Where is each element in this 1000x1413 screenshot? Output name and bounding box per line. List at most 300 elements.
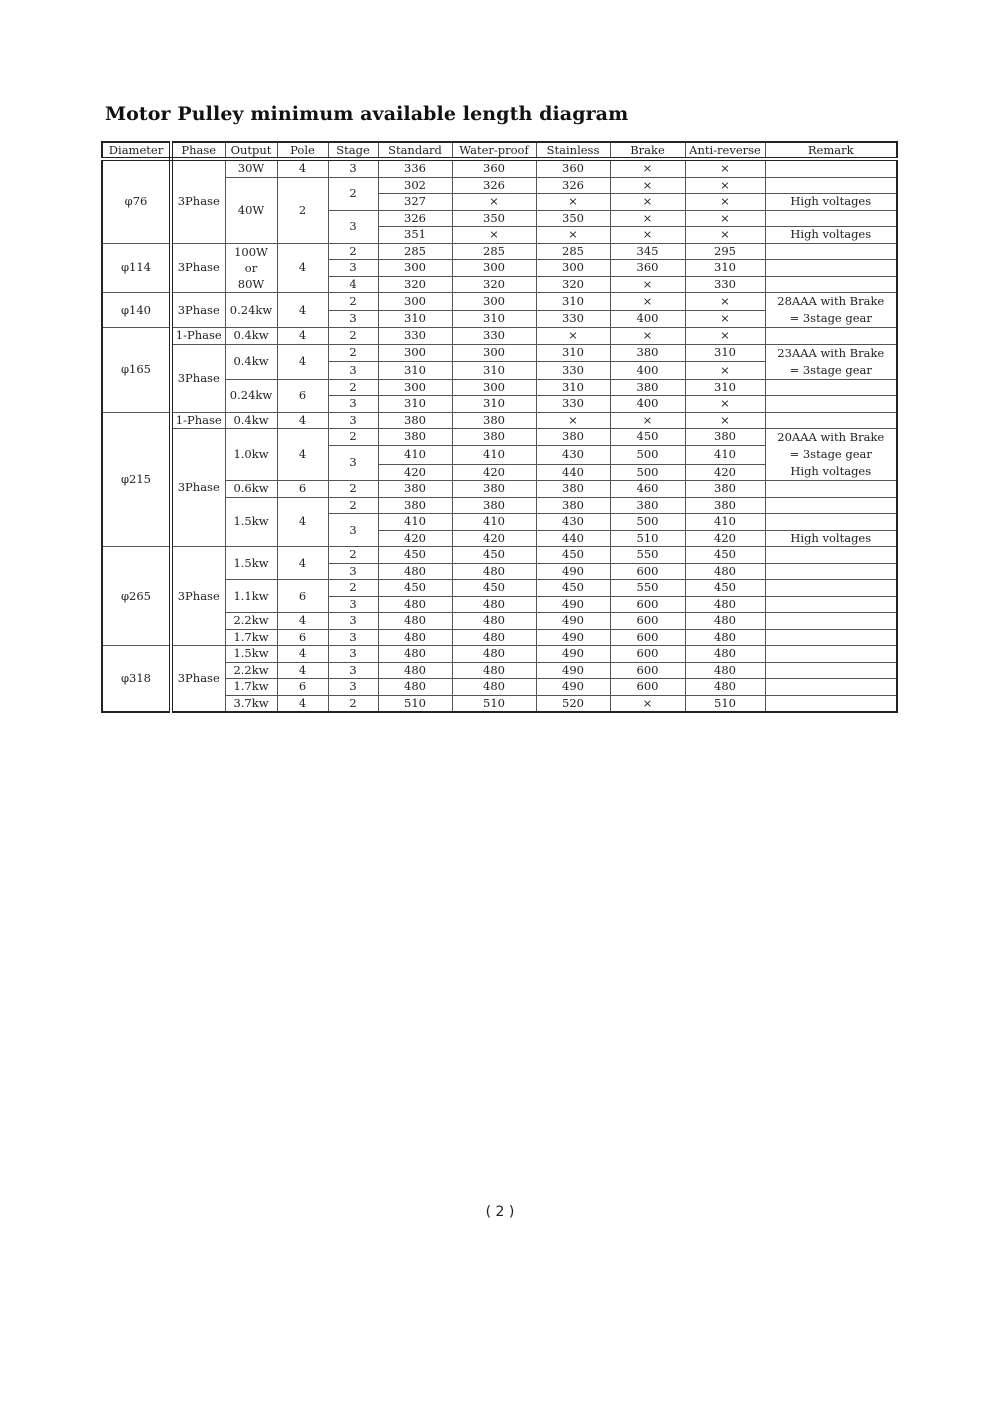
phase-cell: 3Phase — [171, 344, 225, 412]
pole-cell: 4 — [277, 344, 328, 379]
brake-cell: × — [610, 695, 685, 712]
antireverse-cell: 480 — [685, 613, 765, 630]
pole-cell: 4 — [277, 328, 328, 345]
waterproof-cell: 480 — [452, 646, 536, 663]
phase-cell: 3Phase — [171, 293, 225, 328]
diameter-cell: φ76 — [102, 159, 171, 243]
remark-cell — [765, 177, 897, 194]
standard-cell: 320 — [378, 276, 452, 293]
waterproof-cell: 380 — [452, 497, 536, 514]
waterproof-cell: 480 — [452, 679, 536, 696]
phase-cell: 1-Phase — [171, 412, 225, 429]
waterproof-cell: 300 — [452, 344, 536, 362]
pole-cell: 6 — [277, 580, 328, 613]
stainless-cell: 490 — [536, 646, 610, 663]
table-row — [102, 646, 897, 663]
header-waterproof: Water-proof — [452, 142, 536, 159]
remark-cell — [765, 613, 897, 630]
waterproof-cell: 285 — [452, 243, 536, 260]
output-cell: 1.1kw — [225, 580, 277, 613]
remark-line: = 3stage gear — [789, 362, 872, 377]
remark-line: = 3stage gear — [789, 447, 872, 461]
standard-cell: 380 — [378, 497, 452, 514]
pole-cell: 4 — [277, 159, 328, 177]
waterproof-cell: 326 — [452, 177, 536, 194]
output-cell: 3.7kw — [225, 695, 277, 712]
remark-cell — [765, 695, 897, 712]
output-cell: 1.7kw — [225, 679, 277, 696]
table-row — [102, 243, 897, 260]
output-line: or — [244, 260, 258, 275]
waterproof-cell: 410 — [452, 514, 536, 531]
standard-cell: 410 — [378, 445, 452, 464]
header-stainless: Stainless — [536, 142, 610, 159]
header-antireverse: Anti-reverse — [685, 142, 765, 159]
antireverse-cell: 330 — [685, 276, 765, 293]
standard-cell: 330 — [378, 328, 452, 345]
stainless-cell: 330 — [536, 310, 610, 328]
brake-cell: 510 — [610, 530, 685, 547]
standard-cell: 310 — [378, 396, 452, 413]
stainless-cell: 520 — [536, 695, 610, 712]
stainless-cell: 330 — [536, 396, 610, 413]
standard-cell: 310 — [378, 362, 452, 380]
header-pole: Pole — [277, 142, 328, 159]
output-cell: 2.2kw — [225, 613, 277, 630]
antireverse-cell: 480 — [685, 596, 765, 613]
antireverse-cell: × — [685, 362, 765, 380]
pole-cell: 6 — [277, 629, 328, 646]
length-table — [101, 141, 898, 713]
stainless-cell: 430 — [536, 445, 610, 464]
phase-cell: 3Phase — [171, 243, 225, 293]
standard-cell: 300 — [378, 344, 452, 362]
standard-cell: 480 — [378, 662, 452, 679]
pole-cell: 4 — [277, 662, 328, 679]
table-row — [102, 328, 897, 345]
diameter-cell: φ140 — [102, 293, 171, 328]
antireverse-cell: 480 — [685, 646, 765, 663]
stage-cell: 3 — [328, 412, 378, 429]
antireverse-cell: 310 — [685, 260, 765, 277]
table-row — [102, 159, 897, 177]
brake-cell: 600 — [610, 662, 685, 679]
page-title: Motor Pulley minimum available length diagram — [105, 103, 629, 125]
antireverse-cell: 380 — [685, 429, 765, 446]
brake-cell: 400 — [610, 396, 685, 413]
stage-cell: 4 — [328, 276, 378, 293]
stainless-cell: 440 — [536, 530, 610, 547]
waterproof-cell: 380 — [452, 429, 536, 446]
standard-cell: 351 — [378, 227, 452, 244]
stainless-cell: 300 — [536, 260, 610, 277]
output-cell: 1.5kw — [225, 646, 277, 663]
standard-cell: 336 — [378, 159, 452, 177]
diameter-cell: φ165 — [102, 328, 171, 413]
waterproof-cell: 360 — [452, 159, 536, 177]
remark-cell — [765, 580, 897, 597]
antireverse-cell: 450 — [685, 580, 765, 597]
stage-cell: 2 — [328, 328, 378, 345]
waterproof-cell: 310 — [452, 310, 536, 328]
standard-cell: 450 — [378, 580, 452, 597]
brake-cell: 380 — [610, 497, 685, 514]
stage-cell: 2 — [328, 547, 378, 564]
antireverse-cell: × — [685, 227, 765, 244]
stainless-cell: 450 — [536, 580, 610, 597]
waterproof-cell: 330 — [452, 328, 536, 345]
pole-cell: 6 — [277, 679, 328, 696]
stage-cell: 3 — [328, 310, 378, 328]
stainless-cell: × — [536, 227, 610, 244]
output-cell: 0.4kw — [225, 328, 277, 345]
standard-cell: 510 — [378, 695, 452, 712]
phase-cell: 3Phase — [171, 646, 225, 713]
waterproof-cell: 410 — [452, 445, 536, 464]
stainless-cell: 490 — [536, 662, 610, 679]
remark-cell — [765, 276, 897, 293]
waterproof-cell: 380 — [452, 481, 536, 498]
remark-cell — [765, 328, 897, 345]
table-row — [102, 344, 897, 362]
waterproof-cell: 510 — [452, 695, 536, 712]
waterproof-cell: 380 — [452, 412, 536, 429]
diameter-cell: φ114 — [102, 243, 171, 293]
stage-cell: 3 — [328, 613, 378, 630]
stainless-cell: 440 — [536, 464, 610, 481]
diameter-cell: φ215 — [102, 412, 171, 547]
phase-cell: 1-Phase — [171, 328, 225, 345]
stage-cell: 3 — [328, 210, 378, 243]
table-row — [102, 412, 897, 429]
standard-cell: 410 — [378, 514, 452, 531]
page-number: ( 2 ) — [485, 1204, 515, 1220]
remark-cell: High voltages — [765, 194, 897, 211]
stage-cell: 3 — [328, 596, 378, 613]
brake-cell: × — [610, 194, 685, 211]
stage-cell: 3 — [328, 159, 378, 177]
output-cell: 1.7kw — [225, 629, 277, 646]
brake-cell: 600 — [610, 613, 685, 630]
output-cell: 30W — [225, 159, 277, 177]
pole-cell: 4 — [277, 243, 328, 293]
stage-cell: 3 — [328, 445, 378, 481]
brake-cell: × — [610, 412, 685, 429]
antireverse-cell: 380 — [685, 481, 765, 498]
brake-cell: × — [610, 177, 685, 194]
remark-cell — [765, 293, 897, 328]
output-cell: 1.0kw — [225, 429, 277, 481]
brake-cell: 400 — [610, 362, 685, 380]
output-line: 100W — [234, 244, 268, 259]
antireverse-cell: × — [685, 396, 765, 413]
stage-cell: 2 — [328, 580, 378, 597]
stage-cell: 2 — [328, 243, 378, 260]
pole-cell: 6 — [277, 481, 328, 498]
antireverse-cell: 510 — [685, 695, 765, 712]
waterproof-cell: 480 — [452, 629, 536, 646]
brake-cell: × — [610, 227, 685, 244]
stainless-cell: 490 — [536, 629, 610, 646]
remark-line: 20AAA with Brake — [777, 430, 885, 444]
stainless-cell: 380 — [536, 481, 610, 498]
stainless-cell: 490 — [536, 596, 610, 613]
diameter-cell: φ265 — [102, 547, 171, 646]
stainless-cell: 450 — [536, 547, 610, 564]
brake-cell: × — [610, 328, 685, 345]
stainless-cell: × — [536, 328, 610, 345]
header-remark: Remark — [765, 142, 897, 159]
waterproof-cell: 300 — [452, 260, 536, 277]
pole-cell: 4 — [277, 293, 328, 328]
pole-cell: 4 — [277, 613, 328, 630]
antireverse-cell: × — [685, 412, 765, 429]
stainless-cell: 310 — [536, 344, 610, 362]
output-cell: 0.4kw — [225, 344, 277, 379]
remark-cell: High voltages — [765, 227, 897, 244]
waterproof-cell: 480 — [452, 596, 536, 613]
waterproof-cell: 300 — [452, 379, 536, 396]
remark-cell — [765, 260, 897, 277]
remark-cell — [765, 396, 897, 413]
remark-cell — [765, 429, 897, 481]
waterproof-cell: 310 — [452, 396, 536, 413]
brake-cell: 380 — [610, 379, 685, 396]
stainless-cell: × — [536, 194, 610, 211]
antireverse-cell: 420 — [685, 464, 765, 481]
remark-cell — [765, 497, 897, 514]
brake-cell: 380 — [610, 344, 685, 362]
standard-cell: 480 — [378, 646, 452, 663]
pole-cell: 2 — [277, 177, 328, 243]
stage-cell: 2 — [328, 379, 378, 396]
pole-cell: 4 — [277, 695, 328, 712]
antireverse-cell: 310 — [685, 344, 765, 362]
stainless-cell: 350 — [536, 210, 610, 227]
antireverse-cell: × — [685, 293, 765, 311]
brake-cell: 550 — [610, 547, 685, 564]
stage-cell: 2 — [328, 695, 378, 712]
standard-cell: 300 — [378, 293, 452, 311]
output-cell: 0.6kw — [225, 481, 277, 498]
output-line: 80W — [237, 276, 265, 291]
remark-cell — [765, 379, 897, 396]
brake-cell: 345 — [610, 243, 685, 260]
stage-cell: 3 — [328, 514, 378, 547]
waterproof-cell: 300 — [452, 293, 536, 311]
standard-cell: 380 — [378, 481, 452, 498]
stage-cell: 3 — [328, 629, 378, 646]
brake-cell: 600 — [610, 629, 685, 646]
stage-cell: 2 — [328, 177, 378, 210]
brake-cell: 600 — [610, 563, 685, 580]
antireverse-cell: 295 — [685, 243, 765, 260]
brake-cell: 460 — [610, 481, 685, 498]
phase-cell: 3Phase — [171, 159, 225, 243]
remark-cell — [765, 646, 897, 663]
antireverse-cell: × — [685, 210, 765, 227]
stainless-cell: 330 — [536, 362, 610, 380]
antireverse-cell: 450 — [685, 547, 765, 564]
header-diameter: Diameter — [102, 142, 171, 159]
pole-cell: 6 — [277, 379, 328, 412]
waterproof-cell: × — [452, 227, 536, 244]
remark-cell — [765, 243, 897, 260]
antireverse-cell: × — [685, 310, 765, 328]
standard-cell: 380 — [378, 429, 452, 446]
header-phase: Phase — [171, 142, 225, 159]
remark-cell — [765, 662, 897, 679]
standard-cell: 310 — [378, 310, 452, 328]
remark-line: 28AAA with Brake — [777, 294, 885, 308]
brake-cell: × — [610, 276, 685, 293]
brake-cell: 450 — [610, 429, 685, 446]
standard-cell: 480 — [378, 596, 452, 613]
stage-cell: 3 — [328, 362, 378, 380]
pole-cell: 4 — [277, 547, 328, 580]
table-row — [102, 547, 897, 564]
pole-cell: 4 — [277, 497, 328, 547]
standard-cell: 480 — [378, 613, 452, 630]
remark-line: = 3stage gear — [789, 311, 872, 325]
antireverse-cell: 380 — [685, 497, 765, 514]
antireverse-cell: 480 — [685, 563, 765, 580]
stainless-cell: 310 — [536, 293, 610, 311]
antireverse-cell: 310 — [685, 379, 765, 396]
brake-cell: × — [610, 293, 685, 311]
stage-cell: 3 — [328, 679, 378, 696]
diameter-cell: φ318 — [102, 646, 171, 713]
standard-cell: 480 — [378, 679, 452, 696]
brake-cell: × — [610, 210, 685, 227]
standard-cell: 300 — [378, 260, 452, 277]
remark-cell — [765, 481, 897, 498]
standard-cell: 420 — [378, 530, 452, 547]
table-row — [102, 293, 897, 311]
output-cell: 40W — [225, 177, 277, 243]
brake-cell: 400 — [610, 310, 685, 328]
output-cell: 1.5kw — [225, 497, 277, 547]
standard-cell: 285 — [378, 243, 452, 260]
header-stage: Stage — [328, 142, 378, 159]
remark-line: High voltages — [790, 464, 872, 478]
waterproof-cell: 480 — [452, 613, 536, 630]
stainless-cell: × — [536, 412, 610, 429]
waterproof-cell: 420 — [452, 530, 536, 547]
antireverse-cell: × — [685, 177, 765, 194]
antireverse-cell: 410 — [685, 445, 765, 464]
stage-cell: 3 — [328, 646, 378, 663]
output-cell: 2.2kw — [225, 662, 277, 679]
waterproof-cell: 450 — [452, 547, 536, 564]
antireverse-cell: 480 — [685, 629, 765, 646]
stainless-cell: 310 — [536, 379, 610, 396]
output-cell: 0.24kw — [225, 293, 277, 328]
pole-cell: 4 — [277, 646, 328, 663]
output-cell: 0.4kw — [225, 412, 277, 429]
standard-cell: 450 — [378, 547, 452, 564]
stainless-cell: 490 — [536, 613, 610, 630]
brake-cell: 550 — [610, 580, 685, 597]
waterproof-cell: × — [452, 194, 536, 211]
antireverse-cell: × — [685, 194, 765, 211]
remark-cell — [765, 679, 897, 696]
remark-line: 23AAA with Brake — [777, 345, 885, 360]
header-output: Output — [225, 142, 277, 159]
waterproof-cell: 450 — [452, 580, 536, 597]
brake-cell: 500 — [610, 464, 685, 481]
phase-cell: 3Phase — [171, 429, 225, 547]
waterproof-cell: 420 — [452, 464, 536, 481]
output-cell: 0.24kw — [225, 379, 277, 412]
standard-cell: 326 — [378, 210, 452, 227]
stage-cell: 3 — [328, 662, 378, 679]
table-row — [102, 429, 897, 446]
header-row — [102, 142, 897, 159]
stainless-cell: 380 — [536, 497, 610, 514]
brake-cell: 360 — [610, 260, 685, 277]
standard-cell: 380 — [378, 412, 452, 429]
remark-cell — [765, 210, 897, 227]
stage-cell: 2 — [328, 481, 378, 498]
pole-cell: 4 — [277, 429, 328, 481]
standard-cell: 480 — [378, 563, 452, 580]
remark-cell: High voltages — [765, 530, 897, 547]
waterproof-cell: 480 — [452, 563, 536, 580]
standard-cell: 300 — [378, 379, 452, 396]
waterproof-cell: 350 — [452, 210, 536, 227]
waterproof-cell: 310 — [452, 362, 536, 380]
remark-cell — [765, 547, 897, 564]
stainless-cell: 380 — [536, 429, 610, 446]
remark-cell — [765, 344, 897, 379]
remark-cell — [765, 596, 897, 613]
remark-cell — [765, 514, 897, 531]
phase-cell: 3Phase — [171, 547, 225, 646]
standard-cell: 302 — [378, 177, 452, 194]
stainless-cell: 360 — [536, 159, 610, 177]
waterproof-cell: 320 — [452, 276, 536, 293]
stainless-cell: 490 — [536, 679, 610, 696]
stainless-cell: 430 — [536, 514, 610, 531]
brake-cell: 600 — [610, 646, 685, 663]
antireverse-cell: 410 — [685, 514, 765, 531]
stainless-cell: 490 — [536, 563, 610, 580]
antireverse-cell: × — [685, 159, 765, 177]
stage-cell: 3 — [328, 260, 378, 277]
stainless-cell: 320 — [536, 276, 610, 293]
brake-cell: × — [610, 159, 685, 177]
stage-cell: 2 — [328, 497, 378, 514]
pole-cell: 4 — [277, 412, 328, 429]
remark-cell — [765, 412, 897, 429]
brake-cell: 600 — [610, 679, 685, 696]
stage-cell: 3 — [328, 563, 378, 580]
antireverse-cell: 480 — [685, 679, 765, 696]
remark-cell — [765, 563, 897, 580]
header-standard: Standard — [378, 142, 452, 159]
brake-cell: 500 — [610, 514, 685, 531]
output-cell — [225, 243, 277, 293]
standard-cell: 420 — [378, 464, 452, 481]
brake-cell: 600 — [610, 596, 685, 613]
stage-cell: 3 — [328, 396, 378, 413]
stage-cell: 2 — [328, 293, 378, 311]
antireverse-cell: 480 — [685, 662, 765, 679]
standard-cell: 480 — [378, 629, 452, 646]
stainless-cell: 285 — [536, 243, 610, 260]
stage-cell: 2 — [328, 344, 378, 362]
